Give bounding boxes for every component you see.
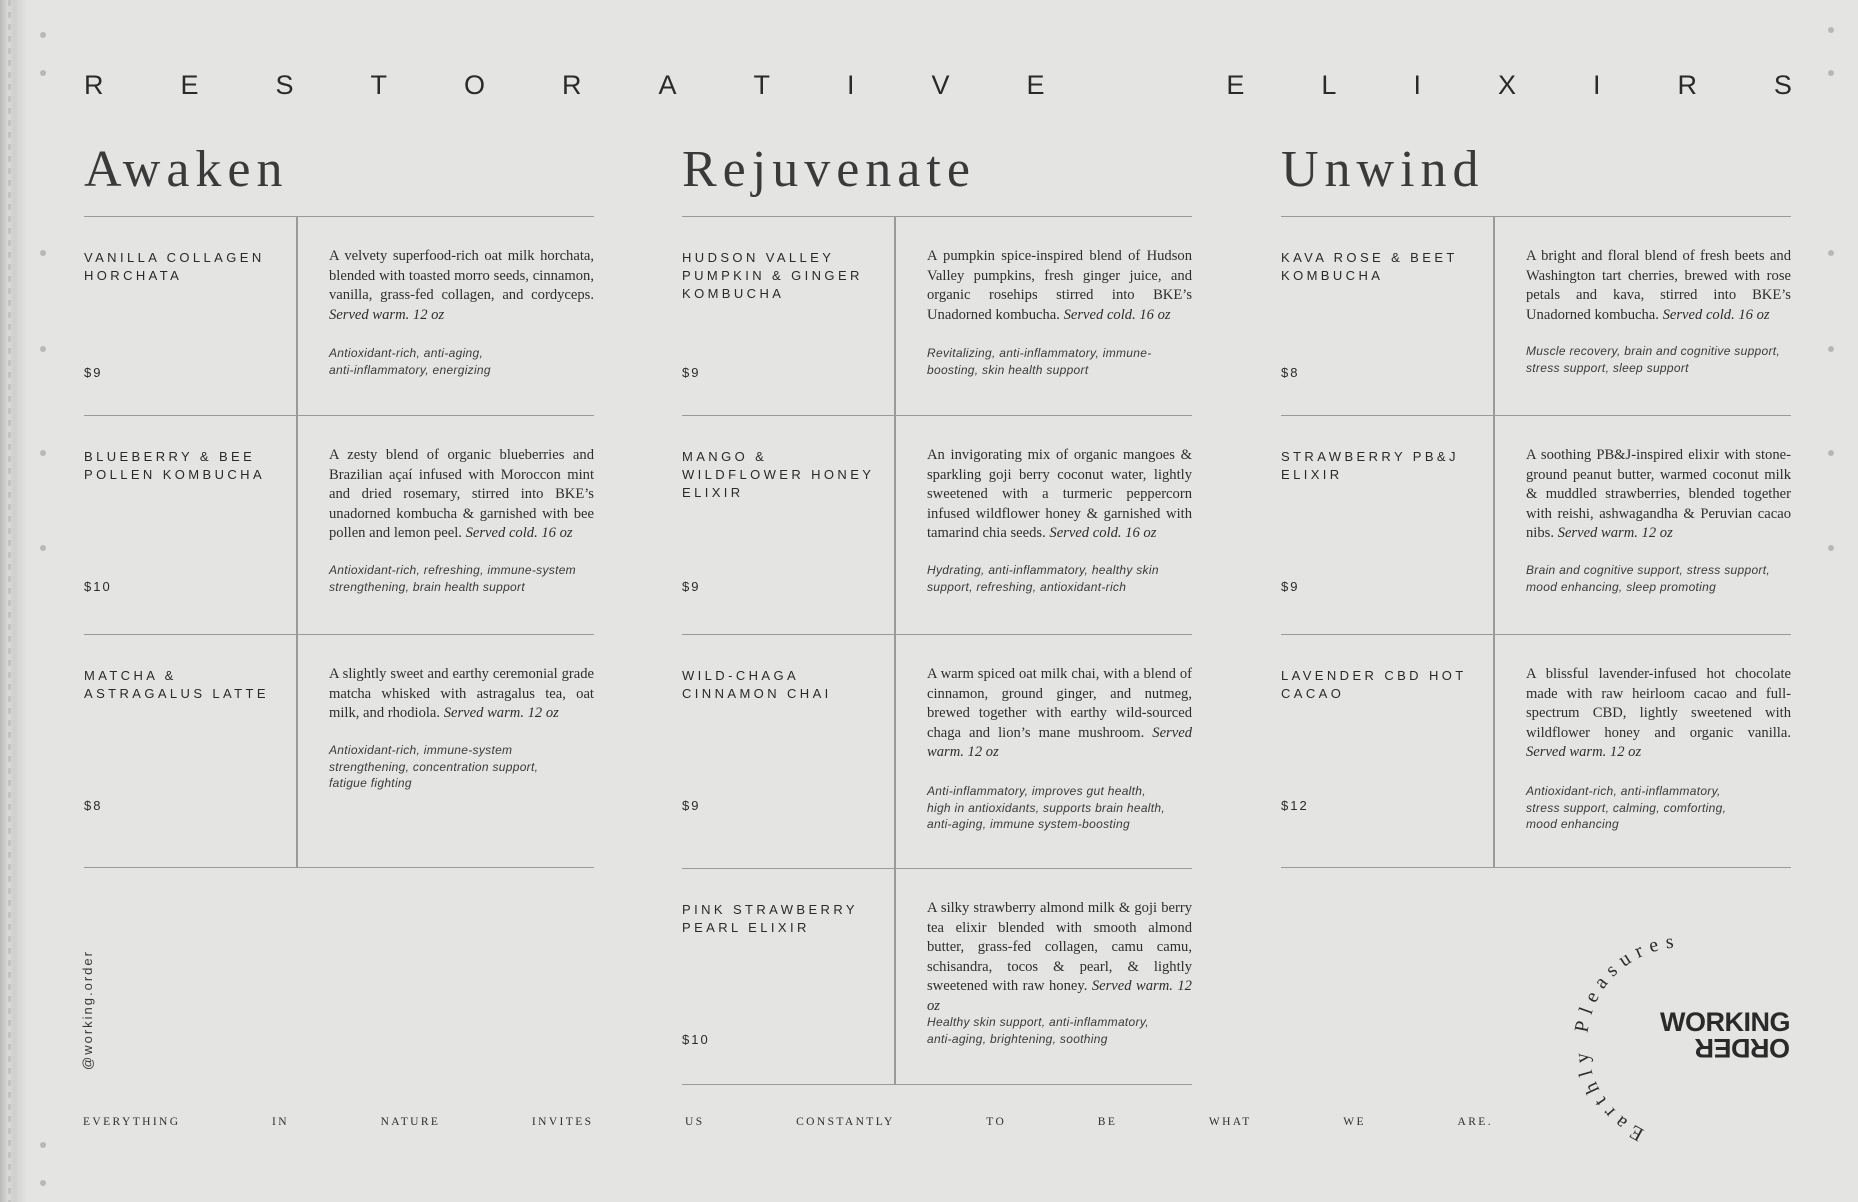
margin-dot	[1828, 450, 1834, 456]
description-text: A blissful lavender-infused hot chocolate made with raw heirloom cacao and full-spectrum CBD, lightly sweetened with wildflower honey and organic vanilla.	[1526, 666, 1791, 741]
margin-dot	[1828, 250, 1834, 256]
serving-info: Served cold. 16 oz	[1662, 306, 1770, 323]
column-divider	[296, 416, 298, 634]
item-description	[927, 665, 1192, 763]
item-description	[329, 446, 594, 544]
title-letter: I	[1413, 70, 1421, 100]
column-heading: Awaken	[84, 141, 289, 198]
quote-word: EVERYTHING	[83, 1116, 181, 1128]
description-text: A zesty blend of organic blueberries and Brazilian açaí infused with Moroccon mint and dried rosemary, stirred into BKE’s unadorned kombucha & garnished with bee pollen and lemon peel.	[329, 447, 594, 542]
menu-items	[1281, 216, 1791, 868]
title-letter: L	[1321, 70, 1337, 100]
title-letter	[1121, 70, 1149, 101]
item-description	[329, 665, 594, 724]
description-text: A bright and floral blend of fresh beets and Washington tart cherries, brewed with rose petals and kava, stirred into BKE’s Unadorned kombucha.	[1526, 248, 1791, 323]
quote-word: INVITES	[531, 1116, 594, 1128]
item-name: MANGO & WILDFLOWER HONEY ELIXIR	[682, 449, 875, 500]
menu-item	[1281, 416, 1791, 635]
item-price: $10	[84, 579, 112, 594]
quote-word: ARE.	[1457, 1116, 1493, 1128]
column-divider	[1493, 217, 1495, 415]
title-letter: E	[1226, 70, 1245, 100]
description-text: A pumpkin spice-inspired blend of Hudson Valley pumpkins, fresh ginger juice, and organic rosehips stirred into BKE’s Unadorned kombucha.	[927, 248, 1192, 323]
column-divider	[894, 869, 896, 1084]
item-benefits: Antioxidant-rich, immune-system strengthening, concentration support, fatigue fighting	[329, 743, 539, 790]
quote-word: IN	[272, 1116, 289, 1128]
logo-word-top: WORKING	[1660, 1007, 1790, 1037]
item-price: $9	[682, 798, 701, 813]
item-name: VANILLA COLLAGEN HORCHATA	[84, 250, 265, 283]
item-name: KAVA ROSE & BEET KOMBUCHA	[1281, 250, 1458, 283]
column-divider	[894, 416, 896, 634]
description-text: An invigorating mix of organic mangoes & sparkling goji berry coconut water, lightly sweetened with a turmeric peppercorn infused wildflower honey & garnished with tamarind chia seeds.	[927, 447, 1192, 542]
item-description	[927, 446, 1192, 544]
quote-word: CONSTANTLY	[796, 1116, 895, 1128]
serving-info: Served warm. 12 oz	[443, 705, 559, 722]
column-heading: Unwind	[1281, 141, 1485, 198]
title-letter: A	[658, 70, 677, 100]
item-benefits: Muscle recovery, brain and cognitive support, stress support, sleep support	[1526, 344, 1781, 375]
column-divider	[296, 217, 298, 415]
title-letter: S	[1773, 70, 1792, 100]
serving-info: Served warm. 12 oz	[329, 306, 445, 323]
title-letter: V	[931, 70, 950, 100]
title-letter: E	[180, 70, 199, 100]
column-divider	[1493, 416, 1495, 634]
item-price: $9	[84, 365, 103, 380]
item-price: $12	[1281, 798, 1309, 813]
item-benefits: Hydrating, anti-inflammatory, healthy skin support, refreshing, antioxidant-rich	[927, 563, 1159, 594]
serving-info: Served warm. 12 oz	[1526, 744, 1642, 761]
serving-info: Served cold. 16 oz	[1049, 525, 1157, 542]
item-benefits: Antioxidant-rich, refreshing, immune-system strengthening, brain health support	[329, 563, 576, 594]
item-name: HUDSON VALLEY PUMPKIN & GINGER KOMBUCHA	[682, 250, 863, 301]
quote-word: WHAT	[1208, 1116, 1252, 1128]
serving-info: Served warm. 12 oz	[1557, 525, 1673, 542]
title-letter: E	[1026, 70, 1045, 100]
quote-word: US	[685, 1116, 705, 1128]
description-text: A soothing PB&J-inspired elixir with stone-ground peanut butter, warmed coconut milk & muddled strawberries, blended together with reishi, ashwagandha & Peruvian cacao nibs.	[1526, 447, 1791, 542]
margin-dot	[40, 32, 46, 38]
title-letter: R	[1677, 70, 1697, 100]
menu-items	[84, 216, 594, 868]
item-price: $9	[1281, 579, 1300, 594]
description-text: A silky strawberry almond milk & goji berry tea elixir blended with smooth almond butter, grass-fed collagen, camu camu, schisandra, tocos & pearl, & lightly sweetened with raw honey.	[927, 900, 1192, 995]
column-heading: Rejuvenate	[682, 141, 976, 198]
title-letter: R	[561, 70, 582, 100]
margin-dot	[1828, 27, 1834, 33]
earthly-pleasures-text: Earthly Pleasures	[1570, 930, 1682, 1146]
title-letter: I	[1592, 70, 1601, 100]
item-name: PINK STRAWBERRY PEARL ELIXIR	[682, 902, 858, 935]
item-benefits: Antioxidant-rich, anti-aging, anti-inflammatory, energizing	[329, 346, 491, 377]
margin-dot	[1828, 70, 1834, 76]
item-price: $8	[1281, 365, 1300, 380]
margin-dot	[40, 545, 46, 551]
quote-word: TO	[986, 1116, 1007, 1128]
quote-word: BE	[1097, 1116, 1118, 1128]
item-name: BLUEBERRY & BEE POLLEN KOMBUCHA	[84, 449, 266, 482]
margin-dot	[40, 450, 46, 456]
item-name: LAVENDER CBD HOT CACAO	[1281, 668, 1467, 701]
menu-column-awaken	[84, 140, 594, 813]
margin-dot	[40, 1180, 46, 1186]
item-name: WILD-CHAGA CINNAMON CHAI	[682, 668, 832, 701]
serving-info: Served warm. 12 oz	[927, 724, 1192, 761]
margin-dot	[40, 250, 46, 256]
menu-item	[682, 416, 1192, 635]
quote-word: WE	[1343, 1116, 1366, 1128]
title-letter: T	[370, 70, 387, 100]
margin-dot	[1828, 346, 1834, 352]
description-text: A velvety superfood-rich oat milk horchata, blended with toasted morro seeds, cinnamon, vanilla, grass-fed collagen, and cordyceps.	[329, 248, 594, 304]
quote-word: NATURE	[380, 1116, 441, 1128]
menu-column-rejuvenate	[682, 140, 1192, 1047]
item-name: STRAWBERRY PB&J ELIXIR	[1281, 449, 1459, 482]
margin-dot	[40, 1142, 46, 1148]
column-divider	[894, 217, 896, 415]
title-letter: T	[753, 70, 770, 100]
menu-item	[682, 217, 1192, 416]
logo-word-bottom: ORDER	[1694, 1033, 1790, 1063]
item-description	[1526, 247, 1791, 325]
menu-item	[682, 635, 1192, 869]
menu-items	[682, 216, 1192, 1085]
column-divider	[296, 635, 298, 867]
serving-info: Served cold. 16 oz	[1063, 306, 1171, 323]
menu-item	[1281, 217, 1791, 416]
menu-column-unwind	[1281, 140, 1791, 831]
item-benefits: Antioxidant-rich, anti-inflammatory, stress support, calming, comforting, mood enhancing	[1526, 784, 1727, 831]
menu-item	[1281, 635, 1791, 868]
serving-info: Served warm. 12 oz	[927, 978, 1192, 1014]
item-benefits: Healthy skin support, anti-inflammatory, anti-aging, brightening, soothing	[927, 1015, 1149, 1046]
title-letter: I	[846, 70, 855, 100]
description-text: A warm spiced oat milk chai, with a blend of cinnamon, ground ginger, and nutmeg, brewed together with earthy wild-sourced chaga and lion’s mane mushroom.	[927, 666, 1192, 741]
logo	[1530, 910, 1820, 1150]
title-letter: O	[463, 70, 485, 100]
item-price: $9	[682, 365, 701, 380]
item-description	[927, 899, 1192, 1017]
item-description	[329, 247, 594, 325]
menu-item	[682, 869, 1192, 1085]
menu-item	[84, 217, 594, 416]
item-benefits: Anti-inflammatory, improves gut health, high in antioxidants, supports brain health, anti-aging, immune system-boosting	[927, 784, 1166, 831]
item-price: $8	[84, 798, 103, 813]
margin-dot	[40, 70, 46, 76]
column-divider	[894, 635, 896, 868]
description-text: A slightly sweet and earthy ceremonial grade matcha whisked with astragalus tea, oat milk, and rhodiola.	[329, 666, 594, 722]
instagram-handle: @working.order	[80, 950, 95, 1070]
working-order-wordmark	[1660, 1007, 1790, 1063]
item-benefits: Brain and cognitive support, stress support, mood enhancing, sleep promoting	[1526, 563, 1770, 594]
item-description	[1526, 446, 1791, 544]
item-description	[927, 247, 1192, 325]
margin-dot	[40, 346, 46, 352]
column-divider	[1493, 635, 1495, 867]
margin-dot	[1828, 545, 1834, 551]
menu-item	[84, 416, 594, 635]
item-price: $10	[682, 1032, 710, 1047]
footer-quote	[83, 1116, 1493, 1128]
title-letter: S	[275, 70, 294, 100]
title-letter: R	[84, 70, 104, 100]
page-title	[84, 70, 1792, 101]
item-description	[1526, 665, 1791, 763]
serving-info: Served cold. 16 oz	[465, 525, 573, 542]
item-price: $9	[682, 579, 701, 594]
book-binding	[0, 0, 26, 1202]
item-name: MATCHA & ASTRAGALUS LATTE	[84, 668, 269, 701]
item-benefits: Revitalizing, anti-inflammatory, immune- boosting, skin health support	[927, 346, 1152, 377]
menu-item	[84, 635, 594, 868]
title-letter: X	[1497, 70, 1516, 100]
